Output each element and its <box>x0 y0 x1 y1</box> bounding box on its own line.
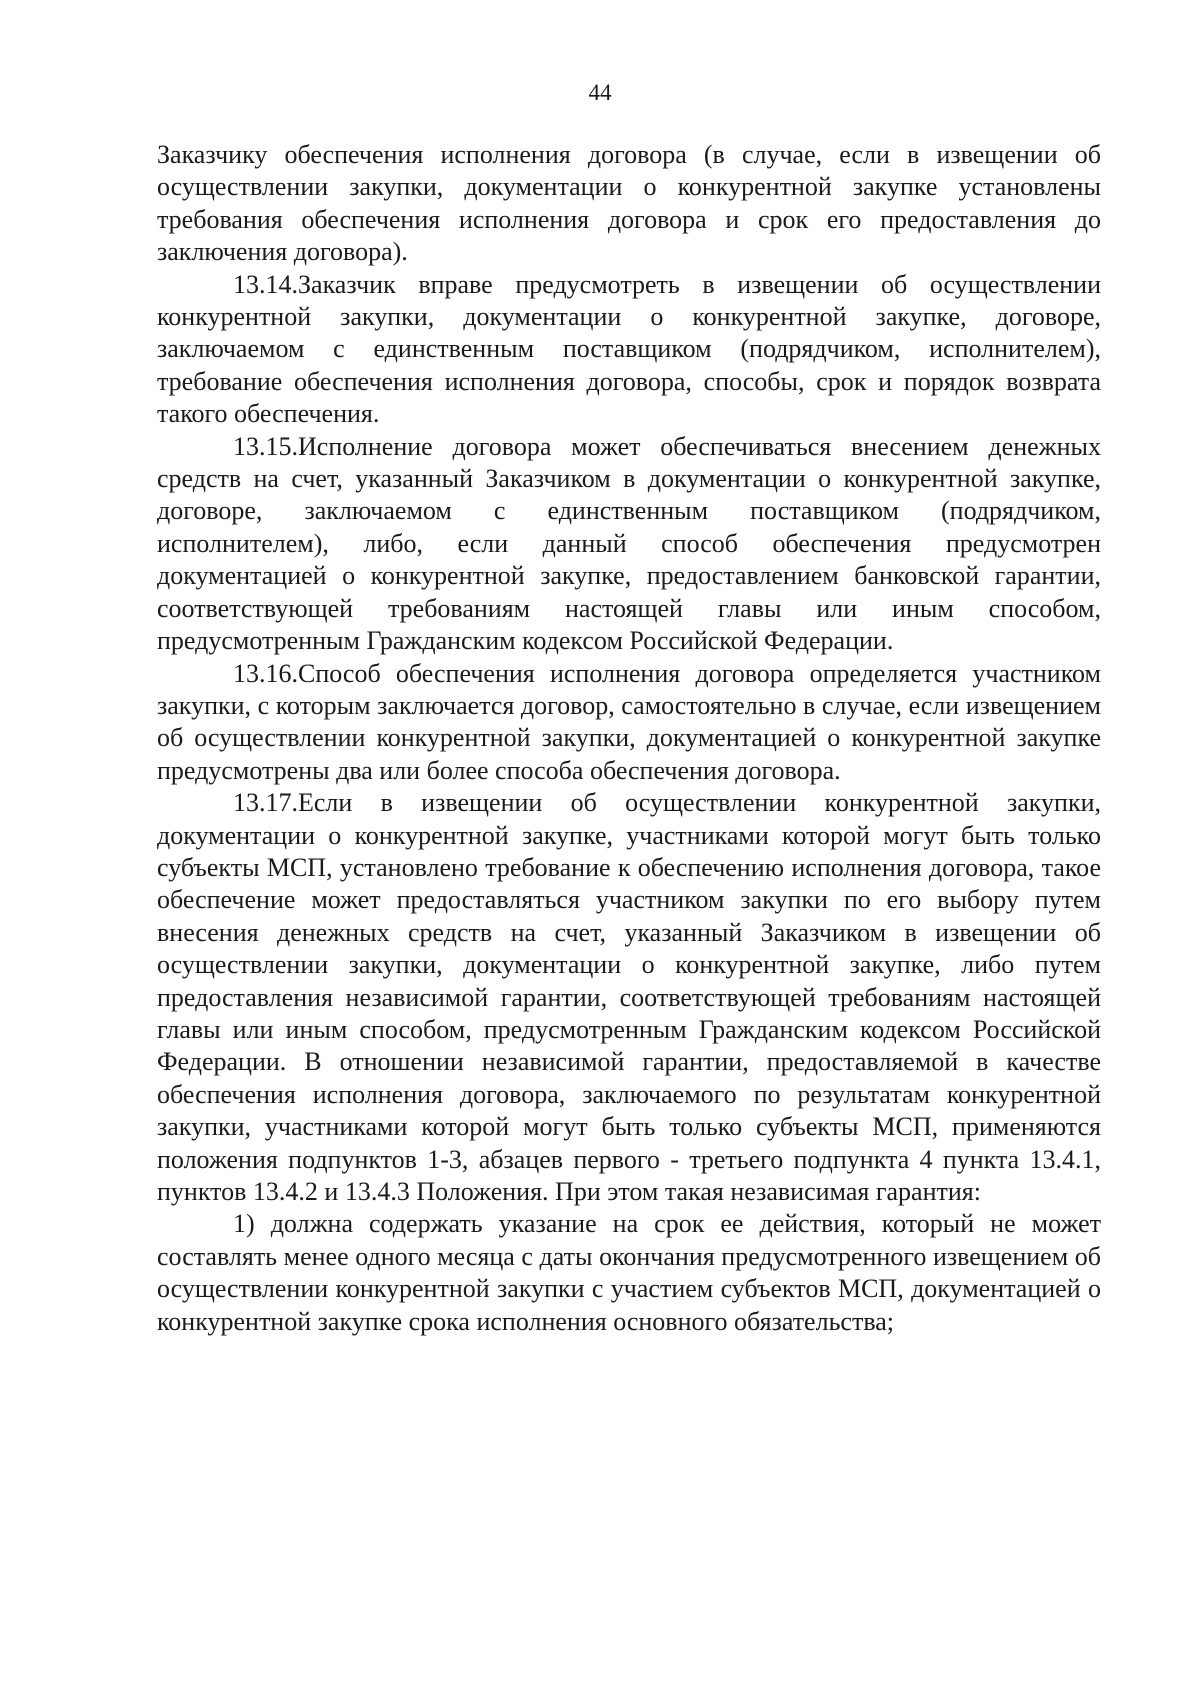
page-number: 44 <box>588 80 612 105</box>
paragraph-13-17 <box>157 787 1101 1208</box>
list-item-number: 1) <box>233 1209 271 1239</box>
paragraph-text: Исполнение договора может обеспечиваться внесением денежных средств на счет, указанный Заказчиком в документации о конкурентной закупке, договоре, заключаемом с единственным поставщиком (подрядчиком, исполнителем), либо, если данный способ обеспечения предусмотрен документацией о конкурентной закупке, предоставлением банковской гарантии, соответствующей требованиям настоящей главы или иным способом, предусмотренным Гражданским кодексом Российской Федерации. <box>157 431 1101 656</box>
paragraph-number: 13.15. <box>233 431 298 461</box>
paragraph-continuation <box>157 139 1101 269</box>
paragraph-13-14 <box>157 269 1101 431</box>
paragraph-number: 13.16. <box>233 658 298 688</box>
list-item-1 <box>157 1208 1101 1338</box>
paragraph-number: 13.17. <box>233 788 298 818</box>
paragraph-text: Заказчик вправе предусмотреть в извещении об осуществлении конкурентной закупки, документации о конкурентной закупке, договоре, заключаемом с единственным поставщиком (подрядчиком, исполнителем), требование обеспечения исполнения договора, способы, срок и порядок возврата такого обеспечения. <box>157 269 1101 429</box>
paragraph-text: Способ обеспечения исполнения договора определяется участником закупки, с которым заключается договор, самостоятельно в случае, если извещением об осуществлении конкурентной закупки, документацией о конкурентной закупке предусмотрены два или более способа обеспечения договора. <box>157 658 1101 785</box>
paragraph-number: 13.14. <box>233 269 298 299</box>
document-body <box>157 139 1101 1338</box>
list-item-text: должна содержать указание на срок ее действия, который не может составлять менее одного месяца с даты окончания предусмотренного извещением об осуществлении конкурентной закупки с участием субъектов МСП, документацией о конкурентной закупке срока исполнения основного обязательства; <box>157 1209 1101 1336</box>
paragraph-text: Если в извещении об осуществлении конкурентной закупки, документации о конкурентной закупке, участниками которой могут быть только субъекты МСП, установлено требование к обеспечению исполнения договора, такое обеспечение может предоставляться участником закупки по его выбору путем внесения денежных средств на счет, указанный Заказчиком в извещении об осуществлении закупки, документации о конкурентной закупке, либо путем предоставления независимой гарантии, соответствующей требованиям настоящей главы или иным способом, предусмотренным Гражданским кодексом Российской Федерации. В отношении независимой гарантии, предоставляемой в качестве обеспечения исполнения договора, заключаемого по результатам конкурентной закупки, участниками которой могут быть только субъекты МСП, применяются положения подпунктов 1-3, абзацев первого - третьего подпункта 4 пункта 13.4.1, пунктов 13.4.2 и 13.4.3 Положения. При этом такая независимая гарантия: <box>157 788 1101 1206</box>
paragraph-text: Заказчику обеспечения исполнения договора (в случае, если в извещении об осуществлении закупки, документации о конкурентной закупке установлены требования обеспечения исполнения договора и срок его предоставления до заключения договора). <box>157 140 1101 267</box>
paragraph-13-15 <box>157 431 1101 658</box>
paragraph-13-16 <box>157 658 1101 788</box>
